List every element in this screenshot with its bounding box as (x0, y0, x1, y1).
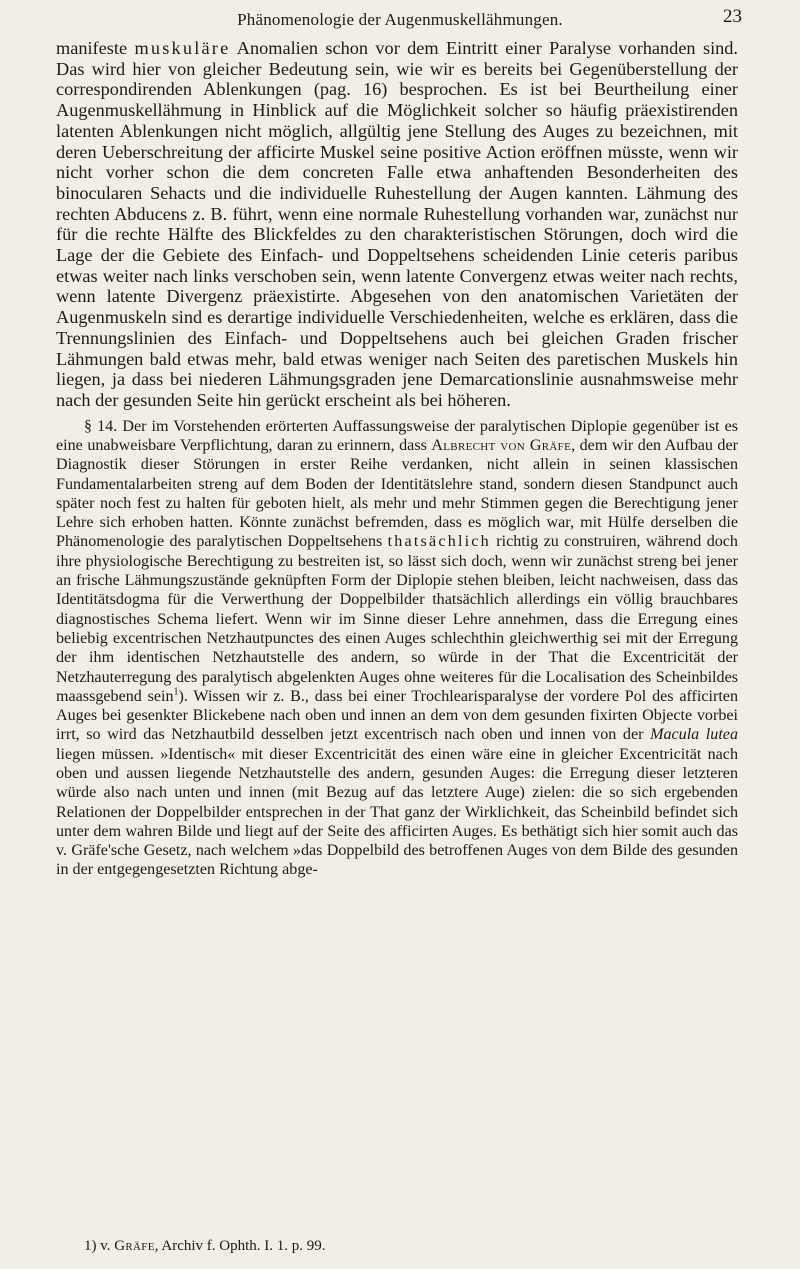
running-head: Phänomenologie der Augenmuskellähmungen. (237, 10, 563, 29)
text-run: manifeste (56, 38, 135, 58)
text-run: ). Wissen wir z. B., dass bei einer Trochlearisparalyse der vordere Pol des afficirten Auges bei gesenkter Blickebene nach oben und innen an dem von dem gesunden fixirten Objecte vorbei irrt, so wird das Netzhautbild desselben jetzt excentrisch nach oben und innen von der (56, 687, 738, 744)
paragraph-section-14 (56, 417, 738, 880)
italic-term: Macula lutea (650, 726, 738, 744)
text-run: Anomalien schon vor dem Eintritt einer Paralyse vorhanden sind. Das wird hier von gleicher Bedeutung sein, wie wir es bereits bei Gegenüberstellung der correspondirenden Ablenkungen (pag. 16) besprochen. Es ist bei Beurtheilung einer Augenmuskellähmung in Hinblick auf die Möglichkeit solcher so häufig präexistirenden latenten Ablenkungen nicht möglich, allgültig jene Stellung des Auges zu bezeichnen, mit deren Ueberschreitung der afficirte Muskel seine positive Action eröffnen müsste, wenn wir nicht vorher schon die dem concreten Falle etwa anhaftenden Besonderheiten des binocularen Sehacts und die individuelle Ruhestellung der Augen kannten. Lähmung des rechten Abducens z. B. führt, wenn eine normale Ruhestellung vorhanden war, zunächst nur für die rechte Hälfte des Blickfeldes zu den charakteristischen Störungen, doch wird die Lage der die Gebiete des Einfach- und Doppeltsehens scheidenden Linie ceteris paribus etwas weiter nach links verschoben sein, wenn latente Convergenz etwas weiter nach rechts, wenn latente Divergenz präexistirte. Abgesehen von den anatomischen Varietäten der Augenmuskeln sind es derartige individuelle Verschiedenheiten, welche es erklären, dass die Trennungslinien des Einfach- und Doppeltsehens auch bei gleichen Graden frischer Lähmungen bald etwas mehr, bald etwas weniger nach Seiten des paretischen Muskels hin liegen, ja dass bei niederen Lähmungsgraden jene Demarcationslinie ausnahmsweise mehr nach der gesunden Seite hin gerückt erscheint als bei höheren. (56, 38, 739, 410)
page-header (0, 6, 800, 36)
text-run: liegen müssen. »Identisch« mit dieser Excentricität des einen wäre eine in gleicher Excentricität nach oben und aussen liegende Netzhautstelle des andern, gesunden Auges: die Erregung dieser letzteren würde also nach unten und innen (mit Bezug auf das letztere Auge) zielen: die so sich ergebenden Relationen der Doppelbilder entsprechen in der That ganz der Wirklichkeit, das Scheinbild befindet sich unter dem wahren Bilde und liegt auf der Seite des afficirten Auges. Es bethätigt sich hier somit auch das v. Gräfe'sche Gesetz, nach welchem »das Doppelbild des betroffenen Auges von dem Bilde des gesunden in der entgegengesetzten Richtung abge- (56, 745, 738, 879)
footnote (84, 1237, 724, 1255)
text-run: , dem wir den Aufbau der Diagnostik dieser Störungen in erster Reihe verdanken, nicht allein in seinen klassischen Fundamentalarbeiten streng auf dem Boden der Identitätslehre stand, sondern diesen Standpunct auch später noch fest zu halten für geboten hielt, als mehr und mehr Stimmen gegen die Berechtigung jener Lehre sich erhoben hatten. Könnte zunächst befremden, dass es möglich war, mit Hülfe derselben die Phänomenologie des paralytischen Doppeltsehens (56, 436, 738, 551)
spaced-emphasis: thatsächlich (387, 533, 491, 551)
main-text (56, 38, 738, 880)
text-run: , Archiv f. Ophth. I. 1. p. 99. (154, 1238, 326, 1254)
footnote-number: 1) (84, 1238, 97, 1254)
spaced-emphasis: muskuläre (134, 38, 231, 58)
author-name: Albrecht von Gräfe (431, 436, 572, 454)
text-run: § 14. Der im Vorstehenden erörterten Auffassungsweise der paralytischen Diplopie gegenüber ist es eine unabweisbare Verpflichtung, daran zu erinnern, dass (56, 417, 738, 454)
author-name: Gräfe (114, 1238, 155, 1254)
text-run: richtig zu construiren, während doch ihre physiologische Berechtigung zu bestreiten ist, so lässt sich doch, wenn wir zunächst streng bei jener an frische Lähmungszustände geknüpften Form der Diplopie stehen bleiben, leicht nachweisen, dass das Identitätsdogma für die Verwerthung der Doppelbilder thatsächlich allerdings ein völlig brauchbares diagnostisches Schema liefert. Wenn wir im Sinne dieser Lehre annehmen, dass die Erregung eines beliebig excentrischen Netzhautpunctes des einen Auges schlechthin gleichwerthig sei mit der Erregung der ihm identischen Netzhautstelle des andern, so würde in der That die Excentricität der Netzhauterregung des paralytisch abgelenkten Auges ohne weiteres für die Localisation des Scheinbildes maassgebend sein (56, 533, 738, 705)
page-number: 23 (723, 6, 742, 27)
paragraph-continued (56, 38, 738, 411)
text-run: v. (96, 1238, 115, 1254)
footnote-ref: 1 (173, 686, 179, 698)
